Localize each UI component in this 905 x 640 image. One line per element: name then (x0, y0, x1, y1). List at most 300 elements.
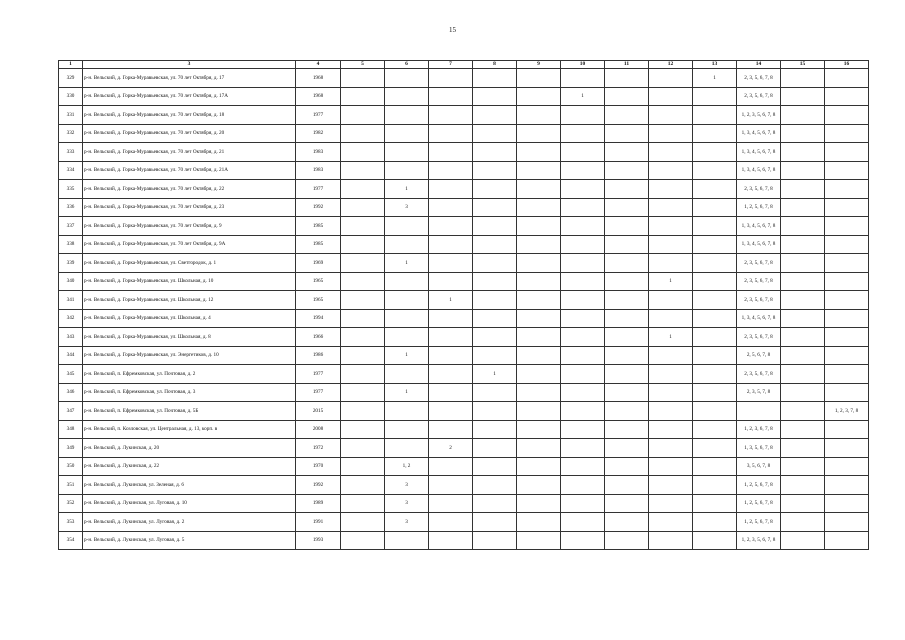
table-cell-c10 (561, 217, 605, 236)
table-cell-c9 (517, 124, 561, 143)
table-cell-c8 (473, 513, 517, 532)
table-cell-c12 (649, 124, 693, 143)
table-cell-c14: 1, 3, 4, 5, 6, 7, 8 (737, 124, 781, 143)
table-cell-c14 (737, 402, 781, 421)
table-cell-c10 (561, 180, 605, 199)
table-cell-addr: р-н. Вельский, д. Горка-Муравьевская, ул. Школьная, д. 12 (83, 291, 296, 310)
table-cell-c16 (825, 439, 869, 458)
table-cell-c10 (561, 402, 605, 421)
table-row (59, 309, 869, 328)
table-row (59, 161, 869, 180)
table-cell-addr: р-н. Вельский, п. Ефремковская, ул. Почтовая, д. 5Б (83, 402, 296, 421)
table-cell-c8 (473, 346, 517, 365)
table-cell-c6 (385, 235, 429, 254)
table-cell-c10 (561, 272, 605, 291)
table-cell-num: 341 (59, 291, 83, 310)
table-cell-c7 (429, 309, 473, 328)
table-cell-c7 (429, 69, 473, 88)
table-cell-c11 (605, 513, 649, 532)
table-cell-c12 (649, 291, 693, 310)
table-cell-c13 (693, 402, 737, 421)
table-cell-c14: 1, 2, 5, 6, 7, 8 (737, 476, 781, 495)
table-cell-c11 (605, 143, 649, 162)
table-cell-c7 (429, 106, 473, 125)
table-cell-year: 1993 (296, 531, 341, 550)
table-cell-c9 (517, 69, 561, 88)
table-cell-c16 (825, 365, 869, 384)
table-cell-c11 (605, 87, 649, 106)
table-cell-c7: 2 (429, 439, 473, 458)
table-cell-c7 (429, 272, 473, 291)
column-header: 1 (59, 61, 83, 69)
table-row (59, 402, 869, 421)
table-cell-addr: р-н. Вельский, д. Горка-Муравьевская, ул. 70 лет Октября, д. 9 (83, 217, 296, 236)
table-cell-c14: 2, 3, 5, 6, 7, 8 (737, 87, 781, 106)
table-row (59, 439, 869, 458)
table-cell-addr: р-н. Вельский, п. Ефремковская, ул. Почтовая, д. 2 (83, 365, 296, 384)
table-cell-c15 (781, 365, 825, 384)
table-cell-c6 (385, 143, 429, 162)
table-cell-c11 (605, 420, 649, 439)
table-cell-year: 1977 (296, 365, 341, 384)
table-cell-c14: 3, 5, 6, 7, 8 (737, 457, 781, 476)
table-cell-addr: р-н. Вельский, д. Горка-Муравьевская, ул. 70 лет Октября, д. 9А (83, 235, 296, 254)
table-cell-c5 (341, 513, 385, 532)
table-cell-addr: р-н. Вельский, д. Горка-Муравьевская, ул. 70 лет Октября, д. 17 (83, 69, 296, 88)
table-cell-c5 (341, 346, 385, 365)
table-cell-year: 1994 (296, 309, 341, 328)
table-cell-c11 (605, 198, 649, 217)
table-cell-addr: р-н. Вельский, д. Горка-Муравьевская, ул. Школьная, д. 10 (83, 272, 296, 291)
table-cell-num: 352 (59, 494, 83, 513)
table-cell-c5 (341, 531, 385, 550)
table-cell-year: 1965 (296, 272, 341, 291)
table-cell-c14: 1, 2, 5, 6, 7, 8 (737, 494, 781, 513)
column-header: 13 (693, 61, 737, 69)
table-cell-c13 (693, 420, 737, 439)
table-row (59, 198, 869, 217)
table-cell-c9 (517, 346, 561, 365)
table-cell-c12 (649, 365, 693, 384)
table-cell-c7 (429, 198, 473, 217)
table-cell-c13 (693, 513, 737, 532)
table-row (59, 494, 869, 513)
table-cell-num: 334 (59, 161, 83, 180)
table-cell-c8 (473, 309, 517, 328)
table-cell-c7 (429, 365, 473, 384)
table-cell-c9 (517, 309, 561, 328)
table-cell-addr: р-н. Вельский, п. Козловская, ул. Центральная, д. 13, корп. в (83, 420, 296, 439)
table-cell-c7 (429, 346, 473, 365)
table-cell-c16 (825, 124, 869, 143)
table-row (59, 87, 869, 106)
registry-table (58, 60, 869, 550)
table-cell-c12 (649, 87, 693, 106)
table-cell-c14: 1, 2, 3, 5, 6, 7, 8 (737, 106, 781, 125)
table-cell-c5 (341, 420, 385, 439)
table-cell-year: 1970 (296, 457, 341, 476)
table-cell-c9 (517, 365, 561, 384)
table-cell-c16 (825, 309, 869, 328)
table-cell-c13 (693, 198, 737, 217)
column-header: 4 (296, 61, 341, 69)
table-cell-c10 (561, 254, 605, 273)
table-cell-c13 (693, 254, 737, 273)
table-cell-c6 (385, 420, 429, 439)
table-cell-c6 (385, 106, 429, 125)
table-cell-c11 (605, 180, 649, 199)
table-cell-num: 345 (59, 365, 83, 384)
table-cell-c5 (341, 272, 385, 291)
table-cell-c8: 1 (473, 365, 517, 384)
table-cell-c9 (517, 254, 561, 273)
table-cell-c5 (341, 87, 385, 106)
table-cell-c8 (473, 217, 517, 236)
table-cell-c11 (605, 476, 649, 495)
table-cell-c12 (649, 457, 693, 476)
table-cell-c13 (693, 383, 737, 402)
table-cell-c8 (473, 272, 517, 291)
table-cell-c9 (517, 143, 561, 162)
table-cell-c8 (473, 439, 517, 458)
table-cell-year: 1969 (296, 254, 341, 273)
table-cell-c14: 2, 3, 5, 7, 8 (737, 383, 781, 402)
table-cell-c5 (341, 439, 385, 458)
table-cell-c12 (649, 180, 693, 199)
table-row (59, 69, 869, 88)
table-cell-c16 (825, 235, 869, 254)
table-cell-c9 (517, 439, 561, 458)
table-cell-c14: 2, 3, 5, 6, 7, 8 (737, 328, 781, 347)
table-cell-c16 (825, 291, 869, 310)
table-cell-c15 (781, 420, 825, 439)
table-cell-c12 (649, 143, 693, 162)
table-cell-c12 (649, 513, 693, 532)
table-cell-c12: 1 (649, 272, 693, 291)
table-cell-c5 (341, 254, 385, 273)
table-cell-c5 (341, 365, 385, 384)
table-cell-c16 (825, 106, 869, 125)
table-cell-num: 343 (59, 328, 83, 347)
table-cell-c12 (649, 346, 693, 365)
table-cell-year: 1992 (296, 198, 341, 217)
table-cell-c6 (385, 272, 429, 291)
table-cell-c15 (781, 106, 825, 125)
table-cell-c8 (473, 494, 517, 513)
table-cell-c7 (429, 494, 473, 513)
table-cell-c6 (385, 69, 429, 88)
table-cell-c15 (781, 402, 825, 421)
table-cell-c11 (605, 457, 649, 476)
table-cell-c14: 1, 2, 3, 6, 7, 8 (737, 420, 781, 439)
table-cell-year: 1968 (296, 87, 341, 106)
table-cell-c8 (473, 143, 517, 162)
table-cell-addr: р-н. Вельский, д. Лукинская, ул. Зеленая, д. 6 (83, 476, 296, 495)
table-row (59, 365, 869, 384)
table-cell-c7 (429, 235, 473, 254)
table-cell-c7 (429, 217, 473, 236)
table-cell-c7 (429, 180, 473, 199)
table-cell-c15 (781, 217, 825, 236)
table-cell-c12 (649, 198, 693, 217)
table-cell-c5 (341, 180, 385, 199)
table-row (59, 531, 869, 550)
table-cell-c15 (781, 439, 825, 458)
table-row (59, 124, 869, 143)
table-cell-c13 (693, 531, 737, 550)
table-cell-c11 (605, 69, 649, 88)
table-cell-c6: 1 (385, 180, 429, 199)
table-cell-addr: р-н. Вельский, д. Горка-Муравьевская, ул. 70 лет Октября, д. 17А (83, 87, 296, 106)
table-cell-c12 (649, 420, 693, 439)
table-cell-year: 1965 (296, 291, 341, 310)
table-cell-year: 1977 (296, 383, 341, 402)
table-cell-c14: 1, 2, 5, 6, 7, 8 (737, 513, 781, 532)
table-cell-year: 1983 (296, 161, 341, 180)
table-cell-c9 (517, 106, 561, 125)
table-cell-c10 (561, 328, 605, 347)
table-cell-c13 (693, 235, 737, 254)
table-cell-c5 (341, 291, 385, 310)
table-cell-c11 (605, 124, 649, 143)
table-cell-c10 (561, 365, 605, 384)
table-cell-c12 (649, 531, 693, 550)
table-cell-c13 (693, 346, 737, 365)
table-cell-num: 346 (59, 383, 83, 402)
table-cell-addr: р-н. Вельский, д. Горка-Муравьевская, ул. Светгородок, д. 1 (83, 254, 296, 273)
table-cell-c7 (429, 124, 473, 143)
table-cell-c9 (517, 402, 561, 421)
column-header: 5 (341, 61, 385, 69)
table-cell-c10: 1 (561, 87, 605, 106)
table-cell-c13 (693, 217, 737, 236)
table-cell-num: 332 (59, 124, 83, 143)
table-cell-c7 (429, 420, 473, 439)
table-cell-c6 (385, 217, 429, 236)
table-cell-c16 (825, 69, 869, 88)
table-cell-c11 (605, 346, 649, 365)
table-cell-addr: р-н. Вельский, д. Лукинская, д. 20 (83, 439, 296, 458)
table-row (59, 106, 869, 125)
table-cell-c14: 1, 2, 5, 6, 7, 8 (737, 198, 781, 217)
table-cell-c13 (693, 328, 737, 347)
table-cell-c13 (693, 143, 737, 162)
table-cell-c6 (385, 328, 429, 347)
table-cell-c6 (385, 309, 429, 328)
table-cell-c9 (517, 383, 561, 402)
table-cell-addr: р-н. Вельский, д. Горка-Муравьевская, ул. Школьная, д. 8 (83, 328, 296, 347)
table-cell-c7 (429, 457, 473, 476)
table-cell-addr: р-н. Вельский, п. Ефремковская, ул. Почтовая, д. 3 (83, 383, 296, 402)
table-cell-c7 (429, 328, 473, 347)
table-cell-c8 (473, 235, 517, 254)
table-cell-addr: р-н. Вельский, д. Горка-Муравьевская, ул. 70 лет Октября, д. 21 (83, 143, 296, 162)
table-cell-c12 (649, 402, 693, 421)
table-cell-c11 (605, 365, 649, 384)
table-cell-addr: р-н. Вельский, д. Горка-Муравьевская, ул. 70 лет Октября, д. 23 (83, 198, 296, 217)
table-cell-c16 (825, 198, 869, 217)
table-cell-c14: 2, 3, 5, 6, 7, 8 (737, 69, 781, 88)
table-row (59, 383, 869, 402)
table-cell-c15 (781, 291, 825, 310)
table-cell-c6: 3 (385, 476, 429, 495)
table-body (59, 69, 869, 550)
table-cell-c6: 1, 2 (385, 457, 429, 476)
table-cell-c14: 2, 3, 5, 6, 7, 8 (737, 180, 781, 199)
table-cell-c7 (429, 476, 473, 495)
table-cell-c9 (517, 272, 561, 291)
table-cell-c11 (605, 217, 649, 236)
table-cell-year: 1983 (296, 143, 341, 162)
table-cell-num: 335 (59, 180, 83, 199)
table-cell-c13 (693, 87, 737, 106)
table-cell-c5 (341, 328, 385, 347)
table-cell-c16 (825, 272, 869, 291)
table-cell-c16 (825, 383, 869, 402)
page-number: 15 (449, 26, 456, 34)
table-cell-c15 (781, 383, 825, 402)
table-cell-c15 (781, 309, 825, 328)
table-cell-c12 (649, 69, 693, 88)
table-cell-num: 347 (59, 402, 83, 421)
table-cell-c5 (341, 235, 385, 254)
table-cell-c16 (825, 180, 869, 199)
table-cell-c7 (429, 161, 473, 180)
table-cell-c8 (473, 402, 517, 421)
table-cell-c9 (517, 457, 561, 476)
table-cell-c6: 1 (385, 254, 429, 273)
table-cell-c8 (473, 69, 517, 88)
table-cell-c15 (781, 69, 825, 88)
table-cell-c11 (605, 235, 649, 254)
table-cell-num: 340 (59, 272, 83, 291)
column-header: 11 (605, 61, 649, 69)
table-cell-c16 (825, 254, 869, 273)
table-cell-c15 (781, 494, 825, 513)
table-cell-c7 (429, 143, 473, 162)
table-cell-c10 (561, 143, 605, 162)
table-cell-c16 (825, 420, 869, 439)
table-cell-c14: 1, 3, 4, 5, 6, 7, 8 (737, 161, 781, 180)
table-cell-c11 (605, 161, 649, 180)
table-cell-num: 348 (59, 420, 83, 439)
table-cell-c8 (473, 124, 517, 143)
table-cell-c7 (429, 383, 473, 402)
table-cell-c16 (825, 346, 869, 365)
table-cell-num: 344 (59, 346, 83, 365)
table-cell-c10 (561, 309, 605, 328)
table-cell-c16 (825, 161, 869, 180)
table-cell-c10 (561, 124, 605, 143)
table-cell-num: 342 (59, 309, 83, 328)
table-cell-c13 (693, 124, 737, 143)
table-cell-c7 (429, 531, 473, 550)
table-row (59, 143, 869, 162)
table-cell-c14: 1, 3, 4, 5, 6, 7, 8 (737, 143, 781, 162)
table-cell-c11 (605, 494, 649, 513)
table-cell-c15 (781, 235, 825, 254)
table-cell-c11 (605, 254, 649, 273)
table-cell-c12 (649, 494, 693, 513)
table-cell-c13 (693, 272, 737, 291)
table-cell-c6: 3 (385, 494, 429, 513)
table-cell-c16 (825, 87, 869, 106)
table-cell-c14: 2, 3, 5, 6, 7, 8 (737, 291, 781, 310)
table-cell-year: 1989 (296, 494, 341, 513)
table-cell-c16 (825, 476, 869, 495)
table-cell-c12 (649, 309, 693, 328)
table-cell-c16 (825, 217, 869, 236)
table-row (59, 328, 869, 347)
table-row (59, 254, 869, 273)
table-cell-year: 1977 (296, 180, 341, 199)
table-cell-c11 (605, 291, 649, 310)
table-cell-c12: 1 (649, 328, 693, 347)
column-header: 7 (429, 61, 473, 69)
table-cell-c5 (341, 161, 385, 180)
table-cell-c11 (605, 272, 649, 291)
table-cell-c14: 2, 3, 5, 6, 7, 8 (737, 365, 781, 384)
table-cell-c8 (473, 420, 517, 439)
table-cell-c9 (517, 328, 561, 347)
table-cell-c5 (341, 309, 385, 328)
table-cell-c8 (473, 198, 517, 217)
column-header: 9 (517, 61, 561, 69)
table-cell-c8 (473, 328, 517, 347)
table-cell-c10 (561, 531, 605, 550)
table-cell-c8 (473, 87, 517, 106)
table-cell-c15 (781, 180, 825, 199)
table-cell-c5 (341, 124, 385, 143)
table-cell-c16 (825, 457, 869, 476)
table-cell-c6 (385, 87, 429, 106)
table-cell-num: 338 (59, 235, 83, 254)
table-cell-c10 (561, 291, 605, 310)
table-cell-num: 349 (59, 439, 83, 458)
table-cell-addr: р-н. Вельский, д. Лукинская, ул. Луговая, д. 5 (83, 531, 296, 550)
table-cell-c10 (561, 198, 605, 217)
table-cell-c13 (693, 476, 737, 495)
table-cell-c8 (473, 106, 517, 125)
table-cell-c5 (341, 143, 385, 162)
table-cell-c5 (341, 476, 385, 495)
table-cell-num: 350 (59, 457, 83, 476)
table-cell-c5 (341, 106, 385, 125)
table-cell-c5 (341, 217, 385, 236)
table-cell-c9 (517, 531, 561, 550)
table-cell-c9 (517, 217, 561, 236)
table-cell-c14: 1, 2, 3, 5, 6, 7, 8 (737, 531, 781, 550)
table-row (59, 476, 869, 495)
table-cell-c15 (781, 346, 825, 365)
table-cell-c9 (517, 476, 561, 495)
table-cell-addr: р-н. Вельский, д. Лукинская, ул. Луговая, д. 2 (83, 513, 296, 532)
table-cell-c8 (473, 457, 517, 476)
table-cell-year: 2015 (296, 402, 341, 421)
table-cell-addr: р-н. Вельский, д. Горка-Муравьевская, ул. Школьная, д. 4 (83, 309, 296, 328)
table-cell-c16 (825, 143, 869, 162)
column-header: 8 (473, 61, 517, 69)
table-cell-c14: 1, 3, 5, 6, 7, 8 (737, 439, 781, 458)
table-cell-year: 1972 (296, 439, 341, 458)
table-row (59, 346, 869, 365)
table-cell-c6 (385, 402, 429, 421)
column-header: 10 (561, 61, 605, 69)
table-cell-c15 (781, 198, 825, 217)
table-cell-addr: р-н. Вельский, д. Горка-Муравьевская, ул. 70 лет Октября, д. 21А (83, 161, 296, 180)
table-cell-c8 (473, 383, 517, 402)
table-row (59, 272, 869, 291)
